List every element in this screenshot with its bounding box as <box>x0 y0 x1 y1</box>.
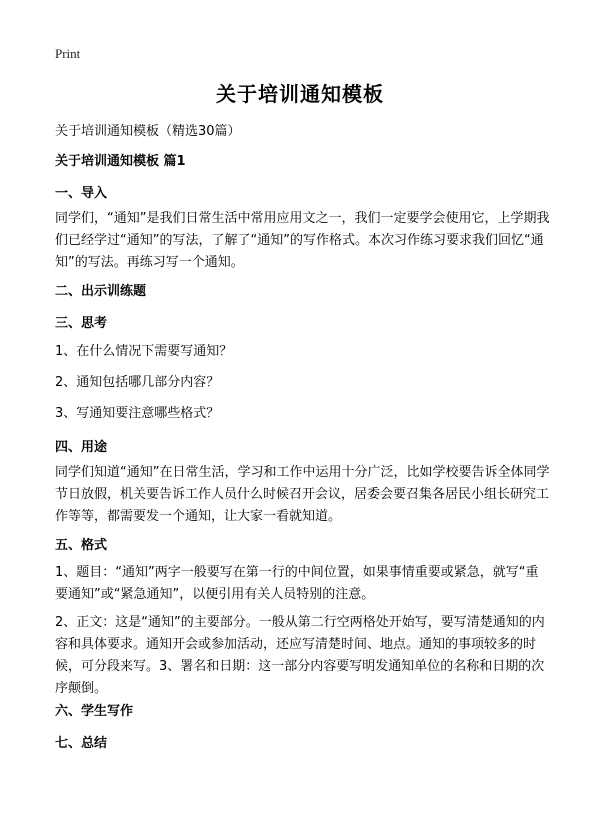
heading-summary: 七、总结 <box>55 736 108 751</box>
question-item: 2、通知包括哪几部分内容？ <box>55 375 220 390</box>
question-item: 3、写通知要注意哪些格式？ <box>55 406 220 421</box>
intro-paragraph: 同学们，“通知”是我们日常生活中常用应用文之一，我们一定要学会使用它，上学期我们已经学过“通知”的写法，了解了“通知”的写作格式。本次习作练习要求我们回忆“通知”的写法。再练习写一个通知。 <box>55 211 550 270</box>
format-paragraph: 1、题目：“通知”两字一般要写在第一行的中间位置，如果事情重要或紧急，就写“重要通知”或“紧急通知”，以便引用有关人员特别的注意。 <box>55 565 539 602</box>
section-title: 关于培训通知模板 篇1 <box>55 154 186 169</box>
heading-writing: 六、学生写作 <box>55 704 134 719</box>
heading-usage: 四、用途 <box>55 440 108 455</box>
heading-intro: 一、导入 <box>55 186 108 201</box>
print-label: Print <box>55 46 81 61</box>
heading-think: 三、思考 <box>55 316 108 331</box>
question-item: 1、在什么情况下需要写通知？ <box>55 344 233 359</box>
document-title: 关于培训通知模板 <box>216 82 384 106</box>
document-subtitle: 关于培训通知模板（精选30篇） <box>55 124 241 139</box>
format-paragraph: 2、正文：这是“通知”的主要部分。一般从第二行空两格处开始写，要写清楚通知的内容和具体要求。通知开会或参加活动，还应写清楚时间、地点。通知的事项较多的时候，可分段来写。3、署名和日期：这一部分内容要写明发通知单位的名称和日期的次序颠倒。 <box>55 615 545 696</box>
usage-paragraph: 同学们知道“通知”在日常生活，学习和工作中运用十分广泛，比如学校要告诉全体同学节日放假，机关要告诉工作人员什么时候召开会议，居委会要召集各居民小组长研究工作等等，都需要发一个通知，让大家一看就知道。 <box>55 465 550 524</box>
heading-exercise: 二、出示训练题 <box>55 284 147 299</box>
heading-format: 五、格式 <box>55 538 108 553</box>
